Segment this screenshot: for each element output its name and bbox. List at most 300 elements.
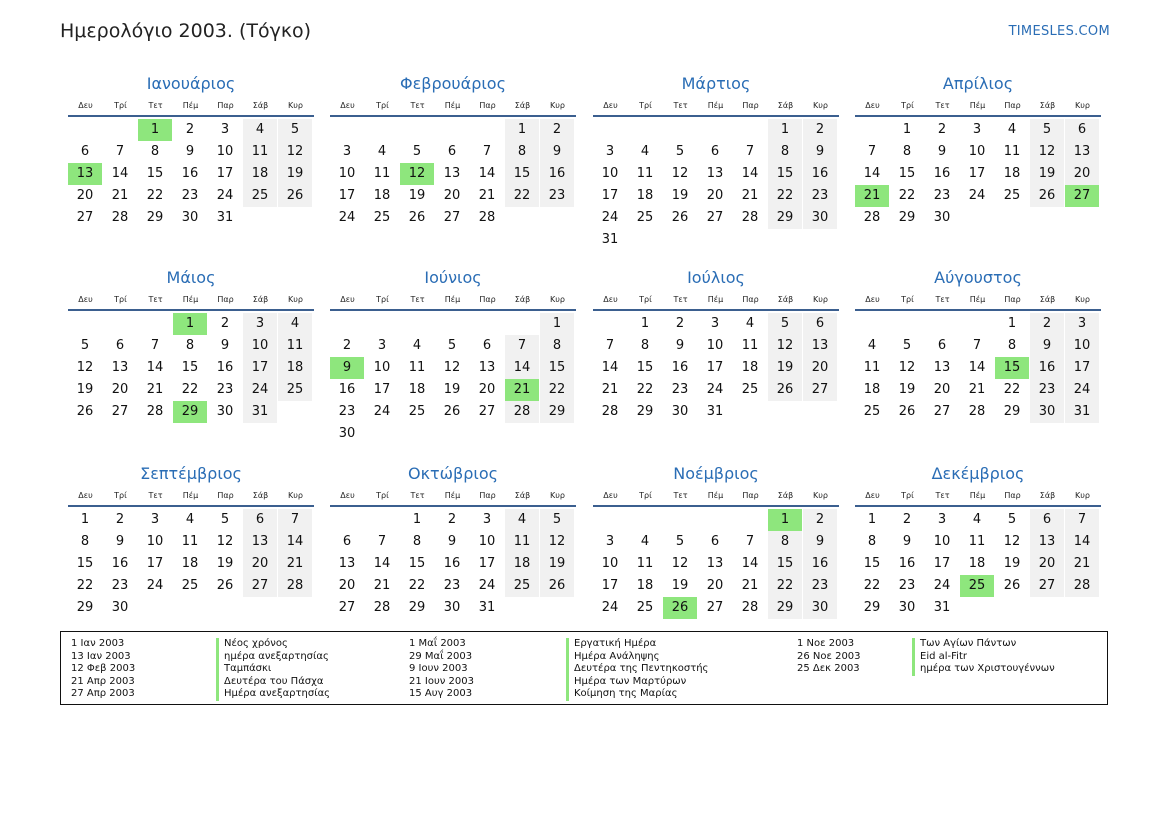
day-cell: 3 — [605, 534, 615, 549]
day-cell: 9 — [115, 534, 125, 549]
day-cell: 28 — [373, 600, 391, 615]
month-name: Ιούλιος — [687, 268, 745, 287]
day-cell: 5 — [278, 119, 312, 141]
weekday-label: Πέμ — [969, 295, 986, 304]
day-cell: 26 — [768, 379, 802, 401]
day-cell: 6 — [447, 144, 457, 159]
month-name: Απρίλιος — [942, 74, 1014, 93]
day-cell: 11 — [181, 534, 199, 549]
day-cell: 4 — [640, 534, 650, 549]
legend-date: 1 Μαΐ 2003 — [409, 638, 466, 649]
legend-date: 25 Δεκ 2003 — [797, 663, 860, 674]
day-cell: 7 — [278, 509, 312, 531]
month-name: Μάιος — [166, 268, 216, 287]
weekday-label: Κυρ — [813, 491, 828, 500]
holiday-day-cell: 21 — [855, 185, 889, 207]
day-cell: 12 — [216, 534, 234, 549]
day-cell: 5 — [1030, 119, 1064, 141]
day-cell: 12 — [671, 166, 689, 181]
weekday-label: Τρί — [114, 101, 127, 110]
day-cell: 1 — [412, 512, 422, 527]
weekday-header — [68, 99, 314, 117]
day-cell: 25 — [863, 404, 881, 419]
weekday-label: Τρί — [901, 295, 914, 304]
day-cell: 8 — [640, 338, 650, 353]
legend-holiday-name: Δευτέρα του Πάσχα — [216, 676, 330, 689]
day-cell: 8 — [540, 335, 574, 357]
weekday-label: Σάβ — [1039, 295, 1056, 304]
day-cell: 3 — [1065, 313, 1099, 335]
day-cell: 8 — [412, 534, 422, 549]
day-cell: 13 — [706, 166, 724, 181]
day-cell: 17 — [1065, 357, 1099, 379]
weekday-label: Παρ — [479, 101, 496, 110]
day-cell: 10 — [338, 166, 356, 181]
day-cell: 21 — [968, 382, 986, 397]
day-cell: 25 — [373, 210, 391, 225]
weekday-label: Πέμ — [707, 101, 724, 110]
day-cell: 2 — [540, 119, 574, 141]
weekday-label: Παρ — [1004, 101, 1021, 110]
day-cell: 8 — [1007, 338, 1017, 353]
holiday-day-cell: 29 — [173, 401, 207, 423]
day-cell: 2 — [342, 338, 352, 353]
day-cell: 26 — [278, 185, 312, 207]
weekday-label: Δευ — [78, 491, 93, 500]
day-cell: 5 — [1007, 512, 1017, 527]
holiday-day-cell: 9 — [330, 357, 364, 379]
day-cell: 5 — [902, 338, 912, 353]
day-cell: 23 — [338, 404, 356, 419]
weekday-label: Τρί — [639, 101, 652, 110]
day-cell: 18 — [278, 357, 312, 379]
legend-holiday-name: Των Αγίων Πάντων — [912, 638, 1055, 651]
month-name: Σεπτέμβριος — [140, 464, 242, 483]
day-cell: 24 — [478, 578, 496, 593]
day-cell: 22 — [540, 379, 574, 401]
month-block — [855, 73, 1101, 225]
day-cell: 8 — [150, 144, 160, 159]
day-cell: 8 — [768, 531, 802, 553]
day-cell: 24 — [373, 404, 391, 419]
weekday-label: Κυρ — [1075, 101, 1090, 110]
day-cell: 3 — [710, 316, 720, 331]
day-cell: 31 — [601, 232, 619, 247]
weekday-label: Παρ — [742, 491, 759, 500]
day-cell: 1 — [768, 119, 802, 141]
day-cell: 14 — [373, 556, 391, 571]
day-cell: 23 — [443, 578, 461, 593]
holiday-day-cell: 1 — [768, 509, 802, 531]
day-cell: 12 — [540, 531, 574, 553]
day-cell: 1 — [1007, 316, 1017, 331]
legend-holiday-name: Δευτέρα της Πεντηκοστής — [566, 663, 708, 676]
weekday-label: Πέμ — [182, 491, 199, 500]
day-cell: 4 — [243, 119, 277, 141]
weekday-label: Τρί — [901, 491, 914, 500]
day-cell: 24 — [968, 188, 986, 203]
legend-holiday-name: ημέρα των Χριστουγέννων — [912, 663, 1055, 676]
day-cell: 23 — [181, 188, 199, 203]
month-block — [68, 267, 314, 419]
day-cell: 28 — [741, 600, 759, 615]
weekday-header — [855, 99, 1101, 117]
day-cell: 29 — [540, 401, 574, 423]
day-cell: 6 — [243, 509, 277, 531]
weekday-header — [855, 293, 1101, 311]
day-cell: 20 — [478, 382, 496, 397]
day-cell: 30 — [1030, 401, 1064, 423]
day-cell: 27 — [1030, 575, 1064, 597]
weekday-label: Κυρ — [813, 295, 828, 304]
day-cell: 17 — [146, 556, 164, 571]
day-cell: 7 — [377, 534, 387, 549]
day-cell: 25 — [278, 379, 312, 401]
day-cell: 18 — [408, 382, 426, 397]
holiday-day-cell: 1 — [173, 313, 207, 335]
day-cell: 21 — [146, 382, 164, 397]
site-link[interactable]: TIMESLES.COM — [1008, 24, 1110, 39]
weekday-label: Παρ — [1004, 295, 1021, 304]
weekday-label: Πέμ — [444, 101, 461, 110]
day-cell: 11 — [1003, 144, 1021, 159]
weekday-label: Κυρ — [288, 491, 303, 500]
day-cell: 10 — [146, 534, 164, 549]
day-cell: 22 — [1003, 382, 1021, 397]
weekday-label: Παρ — [479, 491, 496, 500]
day-cell: 29 — [636, 404, 654, 419]
weekday-label: Κυρ — [1075, 491, 1090, 500]
day-cell: 20 — [76, 188, 94, 203]
day-cell: 10 — [601, 556, 619, 571]
weekday-label: Τρί — [114, 491, 127, 500]
day-cell: 17 — [601, 188, 619, 203]
weekday-label: Τρί — [639, 491, 652, 500]
day-cell: 30 — [933, 210, 951, 225]
day-cell: 4 — [377, 144, 387, 159]
day-cell: 24 — [601, 600, 619, 615]
day-cell: 7 — [150, 338, 160, 353]
day-cell: 4 — [867, 338, 877, 353]
day-cell: 7 — [115, 144, 125, 159]
weekday-header — [330, 293, 576, 311]
day-cell: 1 — [902, 122, 912, 137]
day-cell: 3 — [972, 122, 982, 137]
day-cell: 16 — [803, 553, 837, 575]
day-cell: 21 — [741, 578, 759, 593]
day-cell: 1 — [505, 119, 539, 141]
day-cell: 10 — [706, 338, 724, 353]
weekday-header — [68, 293, 314, 311]
day-cell: 6 — [80, 144, 90, 159]
weekday-label: Τετ — [410, 101, 425, 110]
holiday-day-cell: 21 — [505, 379, 539, 401]
day-cell: 14 — [146, 360, 164, 375]
day-cell: 18 — [636, 188, 654, 203]
day-cell: 10 — [216, 144, 234, 159]
day-cell: 18 — [1003, 166, 1021, 181]
day-cell: 10 — [373, 360, 391, 375]
month-name: Ιανουάριος — [146, 74, 236, 93]
day-cell: 27 — [706, 210, 724, 225]
day-cell: 1 — [640, 316, 650, 331]
day-cell: 4 — [1007, 122, 1017, 137]
day-cell: 27 — [76, 210, 94, 225]
day-cell: 25 — [636, 600, 654, 615]
day-cell: 19 — [443, 382, 461, 397]
day-cell: 16 — [933, 166, 951, 181]
day-cell: 29 — [146, 210, 164, 225]
legend-date: 29 Μαΐ 2003 — [409, 650, 473, 662]
day-cell: 19 — [278, 163, 312, 185]
day-cell: 30 — [111, 600, 129, 615]
day-cell: 20 — [706, 578, 724, 593]
day-cell: 11 — [373, 166, 391, 181]
day-cell: 10 — [1065, 335, 1099, 357]
day-cell: 3 — [342, 144, 352, 159]
day-cell: 1 — [540, 313, 574, 335]
weekday-label: Πέμ — [969, 101, 986, 110]
day-cell: 1 — [80, 512, 90, 527]
day-cell: 19 — [898, 382, 916, 397]
weekday-label: Παρ — [742, 101, 759, 110]
day-cell: 3 — [220, 122, 230, 137]
day-cell: 20 — [443, 188, 461, 203]
weekday-label: Τετ — [148, 101, 163, 110]
day-cell: 14 — [505, 357, 539, 379]
day-cell: 3 — [605, 144, 615, 159]
weekday-label: Τετ — [935, 295, 950, 304]
day-cell: 20 — [1030, 553, 1064, 575]
day-cell: 2 — [937, 122, 947, 137]
weekday-label: Παρ — [217, 295, 234, 304]
weekday-label: Δευ — [865, 491, 880, 500]
day-cell: 3 — [377, 338, 387, 353]
day-cell: 28 — [863, 210, 881, 225]
day-cell: 5 — [447, 338, 457, 353]
day-cell: 25 — [181, 578, 199, 593]
day-cell: 12 — [671, 556, 689, 571]
legend-date: 12 Φεβ 2003 — [71, 663, 136, 674]
month-block — [330, 73, 576, 225]
month-block — [593, 267, 839, 419]
holiday-day-cell: 27 — [1065, 185, 1099, 207]
day-cell: 22 — [636, 382, 654, 397]
day-cell: 19 — [1030, 163, 1064, 185]
day-cell: 22 — [768, 575, 802, 597]
weekday-header — [593, 489, 839, 507]
day-cell: 17 — [933, 556, 951, 571]
day-cell: 5 — [80, 338, 90, 353]
day-cell: 27 — [706, 600, 724, 615]
weekday-label: Δευ — [603, 295, 618, 304]
day-cell: 10 — [601, 166, 619, 181]
day-cell: 25 — [636, 210, 654, 225]
day-cell: 12 — [1003, 534, 1021, 549]
day-cell: 6 — [937, 338, 947, 353]
day-cell: 7 — [867, 144, 877, 159]
weekday-label: Τετ — [148, 295, 163, 304]
day-cell: 11 — [863, 360, 881, 375]
day-cell: 28 — [278, 575, 312, 597]
day-cell: 15 — [898, 166, 916, 181]
day-cell: 23 — [803, 185, 837, 207]
day-cell: 4 — [745, 316, 755, 331]
day-cell: 11 — [968, 534, 986, 549]
day-cell: 2 — [220, 316, 230, 331]
holiday-legend — [60, 631, 1108, 705]
day-cell: 7 — [482, 144, 492, 159]
day-cell: 20 — [933, 382, 951, 397]
day-cell: 25 — [505, 575, 539, 597]
day-cell: 17 — [968, 166, 986, 181]
day-cell: 9 — [803, 531, 837, 553]
day-cell: 19 — [408, 188, 426, 203]
legend-date: 1 Ιαν 2003 — [71, 638, 125, 649]
day-cell: 3 — [243, 313, 277, 335]
day-cell: 22 — [898, 188, 916, 203]
day-cell: 25 — [1003, 188, 1021, 203]
holiday-day-cell: 25 — [960, 575, 994, 597]
weekday-label: Σάβ — [252, 491, 269, 500]
day-cell: 13 — [243, 531, 277, 553]
legend-holiday-name: Εργατική Ημέρα — [566, 638, 708, 651]
day-cell: 28 — [146, 404, 164, 419]
day-cell: 16 — [111, 556, 129, 571]
month-name: Αύγουστος — [934, 268, 1022, 287]
day-cell: 29 — [863, 600, 881, 615]
weekday-label: Κυρ — [550, 491, 565, 500]
weekday-label: Σάβ — [777, 101, 794, 110]
day-cell: 17 — [338, 188, 356, 203]
day-cell: 24 — [933, 578, 951, 593]
weekday-label: Σάβ — [1039, 101, 1056, 110]
day-cell: 4 — [278, 313, 312, 335]
day-cell: 20 — [111, 382, 129, 397]
day-cell: 7 — [745, 534, 755, 549]
day-cell: 4 — [972, 512, 982, 527]
weekday-label: Σάβ — [1039, 491, 1056, 500]
day-cell: 16 — [216, 360, 234, 375]
day-cell: 13 — [338, 556, 356, 571]
day-cell: 13 — [706, 556, 724, 571]
day-cell: 1 — [867, 512, 877, 527]
day-cell: 23 — [671, 382, 689, 397]
day-cell: 18 — [741, 360, 759, 375]
day-cell: 11 — [636, 556, 654, 571]
legend-date: 27 Απρ 2003 — [71, 688, 135, 699]
day-cell: 5 — [540, 509, 574, 531]
day-cell: 18 — [863, 382, 881, 397]
day-cell: 17 — [478, 556, 496, 571]
day-cell: 13 — [803, 335, 837, 357]
month-block — [855, 267, 1101, 419]
weekday-header — [593, 99, 839, 117]
day-cell: 7 — [605, 338, 615, 353]
day-cell: 9 — [902, 534, 912, 549]
day-cell: 9 — [937, 144, 947, 159]
day-cell: 8 — [867, 534, 877, 549]
weekday-label: Τετ — [673, 491, 688, 500]
day-cell: 11 — [408, 360, 426, 375]
day-cell: 3 — [482, 512, 492, 527]
day-cell: 23 — [803, 575, 837, 597]
day-cell: 19 — [1003, 556, 1021, 571]
weekday-label: Σάβ — [514, 491, 531, 500]
weekday-label: Τρί — [376, 491, 389, 500]
weekday-label: Κυρ — [813, 101, 828, 110]
weekday-label: Σάβ — [252, 101, 269, 110]
day-cell: 18 — [968, 556, 986, 571]
month-block — [68, 73, 314, 225]
day-cell: 4 — [412, 338, 422, 353]
day-cell: 23 — [933, 188, 951, 203]
weekday-header — [330, 99, 576, 117]
day-cell: 27 — [338, 600, 356, 615]
day-cell: 12 — [443, 360, 461, 375]
day-cell: 24 — [1065, 379, 1099, 401]
weekday-header — [593, 293, 839, 311]
day-cell: 15 — [408, 556, 426, 571]
day-cell: 31 — [216, 210, 234, 225]
weekday-label: Δευ — [340, 101, 355, 110]
day-cell: 26 — [1003, 578, 1021, 593]
day-cell: 8 — [80, 534, 90, 549]
weekday-label: Σάβ — [514, 101, 531, 110]
day-cell: 9 — [447, 534, 457, 549]
weekday-label: Τετ — [148, 491, 163, 500]
day-cell: 8 — [505, 141, 539, 163]
day-cell: 17 — [706, 360, 724, 375]
weekday-label: Κυρ — [550, 295, 565, 304]
legend-name-column — [566, 638, 708, 701]
day-cell: 14 — [968, 360, 986, 375]
day-cell: 30 — [443, 600, 461, 615]
day-cell: 30 — [671, 404, 689, 419]
day-cell: 3 — [937, 512, 947, 527]
month-name: Νοέμβριος — [673, 464, 759, 483]
day-cell: 28 — [505, 401, 539, 423]
day-cell: 6 — [482, 338, 492, 353]
day-cell: 10 — [933, 534, 951, 549]
day-cell: 20 — [706, 188, 724, 203]
day-cell: 19 — [671, 578, 689, 593]
day-cell: 5 — [412, 144, 422, 159]
day-cell: 27 — [933, 404, 951, 419]
day-cell: 10 — [968, 144, 986, 159]
day-cell: 17 — [601, 578, 619, 593]
day-cell: 15 — [540, 357, 574, 379]
month-block — [330, 463, 576, 615]
day-cell: 6 — [803, 313, 837, 335]
day-cell: 23 — [111, 578, 129, 593]
day-cell: 24 — [146, 578, 164, 593]
weekday-label: Σάβ — [777, 491, 794, 500]
day-cell: 9 — [540, 141, 574, 163]
legend-holiday-name: Νέος χρόνος — [216, 638, 330, 651]
day-cell: 10 — [243, 335, 277, 357]
day-cell: 28 — [1065, 575, 1099, 597]
day-cell: 5 — [675, 534, 685, 549]
day-cell: 27 — [243, 575, 277, 597]
legend-date-column — [71, 638, 135, 701]
day-cell: 29 — [768, 207, 802, 229]
day-cell: 29 — [76, 600, 94, 615]
day-cell: 30 — [803, 597, 837, 619]
day-cell: 12 — [768, 335, 802, 357]
day-cell: 14 — [478, 166, 496, 181]
day-cell: 16 — [181, 166, 199, 181]
